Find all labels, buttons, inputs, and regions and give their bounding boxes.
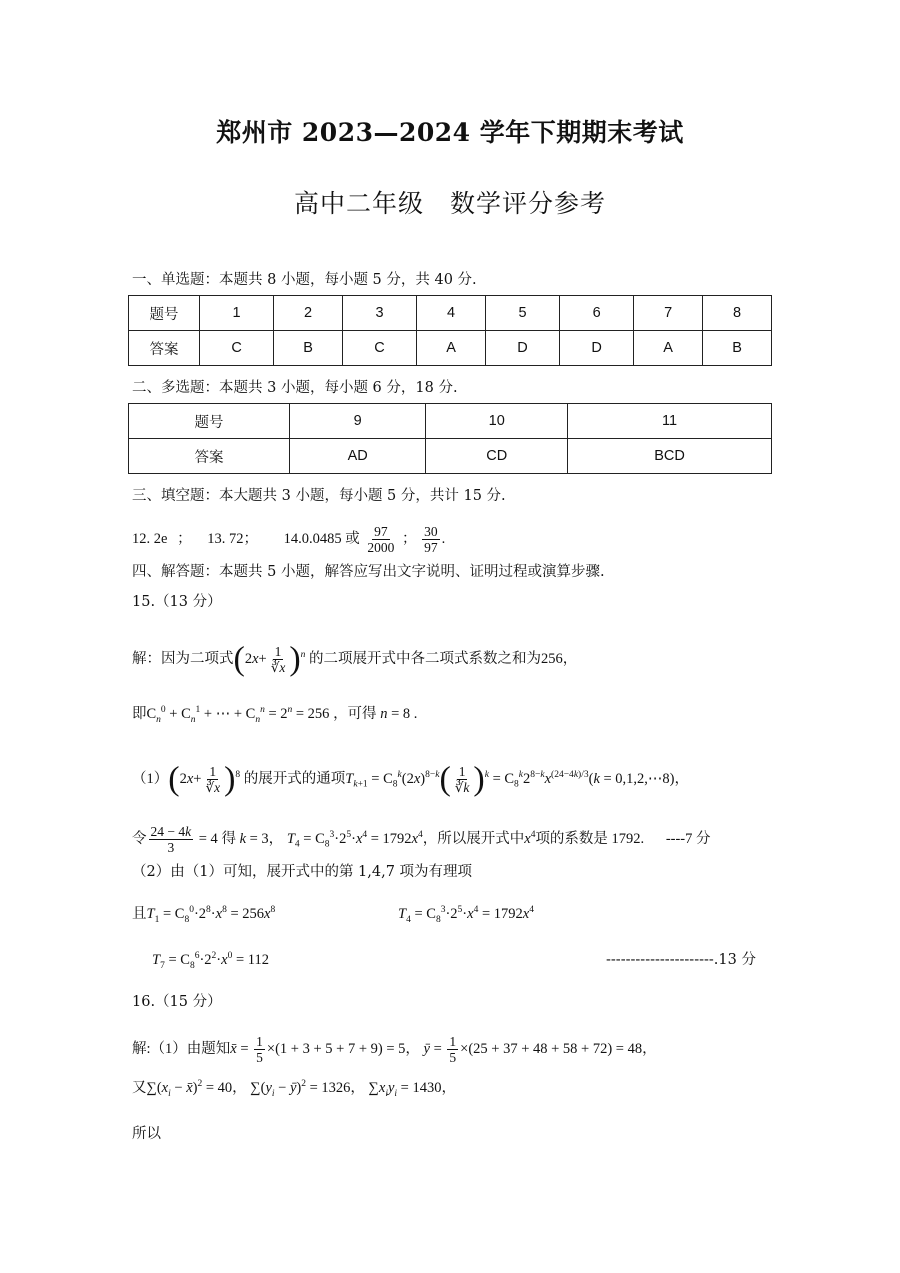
q16-line-1: 解:（1）由题知x̄ = $\frac{1}{5}$ ×(1 + 3 + 5 + 7 + 9) = 5， ȳ = $\frac{1}{5}$ ×(25 + 37 + 48 + 58 + 72) = 48， [132,1034,657,1065]
question-number: 9 [290,404,426,439]
page-title: 郑州市 2023—2024 学年下期期末考试 [216,118,684,147]
question-15-heading: 15.（13 分） [132,594,222,610]
question-number: 10 [426,404,568,439]
question-number: 3 [342,296,416,331]
q15-t4: $T_4 = C_8^3\cdot 2^5\cdot x^4 = 1792x^4$ [398,905,534,925]
q15-part-1: （1）(2x+ $\frac{1}{∛x}$ )$^8$ 的展开式的通项$T_{k+1} = C_8^k(2x)^{8-k}$( $\frac{1}{∛k}$ )$^k = C_8^k2^{8-k}x^{(24-4k)/3}(k$ = 0,1,2,⋯8)， [132,760,690,798]
multi-choice-answer-table [128,403,772,474]
q16-line-3: 所以 [132,1126,161,1142]
score-mark: ----7 分 [665,830,711,847]
question-number: 11 [568,404,772,439]
answer-cell: C [342,331,416,366]
answer-cell: A [417,331,486,366]
single-choice-answer-table [128,295,772,366]
answer-cell: D [485,331,559,366]
question-number: 2 [274,296,343,331]
row-label: 答案 [129,331,200,366]
q15-line-1: 解：因为二项式(2x+ $\frac{1}{∛x}$ )$^n$ 的二项展开式中各二项式系数之和为256， [132,640,578,678]
question-number: 1 [200,296,274,331]
section2-heading: 二、多选题：本题共 3 小题，每小题 6 分，18 分. [132,380,458,396]
row-label: 题号 [129,404,290,439]
answer-cell: D [560,331,634,366]
question-number: 5 [485,296,559,331]
answer-cell: AD [290,439,426,474]
answer-cell: C [200,331,274,366]
q15-line-2: 即$C_n^0 + C_n^1$ + ⋯ + $C_n^n = 2^n = 256$ ，可得 n = 8 . [132,705,418,725]
table-row [129,296,772,331]
fraction: $\frac{30}{97}$ [424,524,438,555]
row-label: 答案 [129,439,290,474]
table-row [129,331,772,366]
section1-heading: 一、单选题：本题共 8 小题，每小题 5 分，共 40 分. [132,272,477,288]
q15-part-2: （2）由（1）可知，展开式中的第 1,4,7 项为有理项 [132,864,473,880]
question-16-heading: 16.（15 分） [132,994,222,1010]
answer-cell: BCD [568,439,772,474]
answer-12: 12. 2e [132,530,168,547]
answer-cell: B [703,331,772,366]
answer-cell: CD [426,439,568,474]
section3-heading: 三、填空题：本大题共 3 小题，每小题 5 分，共计 15 分. [132,488,506,504]
answer-14: 14.0.0485 或 [283,530,360,547]
q15-line-4: 令 $\frac{24 - 4k}{3}$ = 4 得 k = 3， $T_4 = C_8^3\cdot 2^5\cdot x^4 = 1792x^4$，所以展开式中$x^4$项的系数是 1792. ----7 分 [132,824,711,855]
question-number: 7 [634,296,703,331]
q16-line-2: 又$\sum(x_i$ − x̄)$^2$ = 40， $\sum(y_i$ − ȳ)$^2$ = 1326， $\sum x_iy_i = 1430$， [132,1079,456,1099]
section4-heading: 四、解答题：本题共 5 小题，解答应写出文字说明、证明过程或演算步骤. [132,564,605,580]
table-row [129,439,772,474]
fraction: $\frac{97}{2000}$ [367,524,395,555]
page-subtitle: 高中二年级 数学评分参考 [293,189,606,218]
answer-cell: A [634,331,703,366]
question-number: 6 [560,296,634,331]
score-mark: ----------------------.13 分 [606,952,756,968]
answer-cell: B [274,331,343,366]
answer-13: 13. 72； [207,530,258,547]
q15-t7: $T_7 = C_8^6\cdot 2^2\cdot x^0 = 112$ [152,951,269,971]
question-number: 8 [703,296,772,331]
row-label: 题号 [129,296,200,331]
fill-in-answers: 12. 2e ； 13. 72； 14.0.0485 或 $\frac{97}{2000}$ ； $\frac{30}{97}$ . [132,524,446,555]
table-row [129,404,772,439]
q15-line-6: 且$T_1 = C_8^0\cdot 2^8\cdot x^8 = 256x^8$ [132,905,276,925]
question-number: 4 [417,296,486,331]
